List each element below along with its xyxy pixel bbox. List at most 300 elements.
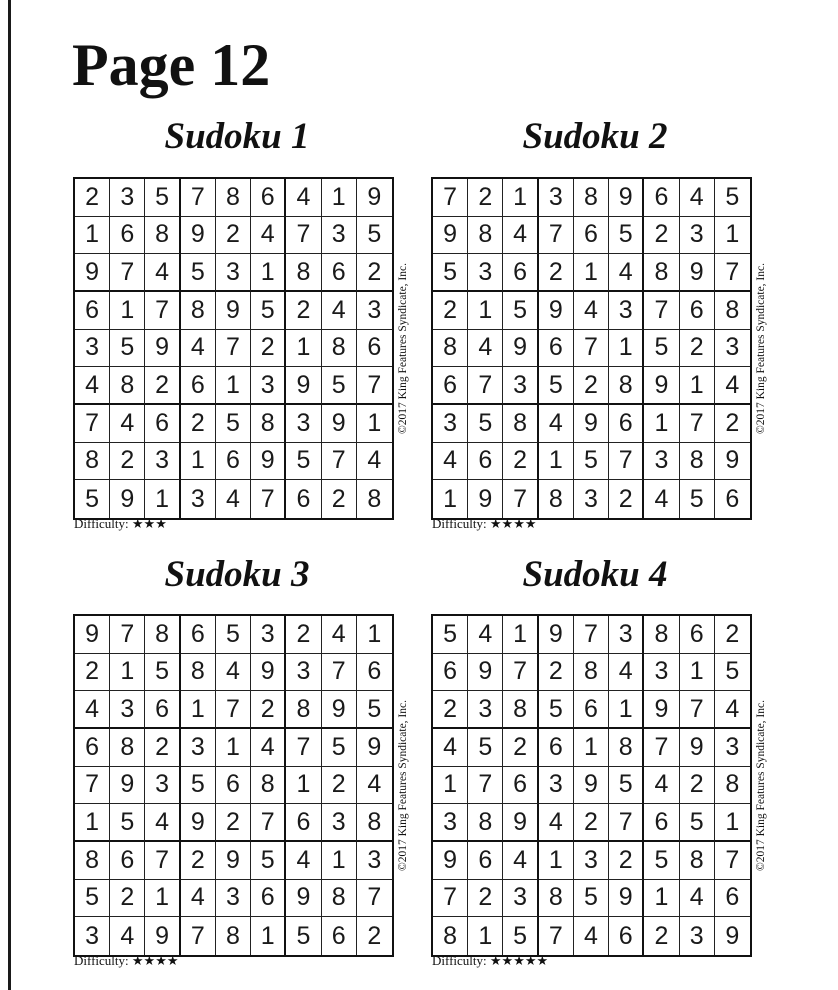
sudoku-cell: 6 bbox=[644, 804, 679, 842]
sudoku-cell: 1 bbox=[357, 405, 392, 443]
sudoku-cell: 3 bbox=[433, 804, 468, 842]
sudoku-cell: 6 bbox=[539, 729, 574, 767]
sudoku-cell: 8 bbox=[680, 842, 715, 880]
sudoku-cell: 8 bbox=[110, 729, 145, 767]
sudoku-cell: 7 bbox=[110, 616, 145, 654]
sudoku-cell: 5 bbox=[539, 691, 574, 729]
sudoku-cell: 9 bbox=[574, 767, 609, 805]
sudoku-4-grid bbox=[431, 614, 752, 957]
sudoku-cell: 3 bbox=[145, 767, 180, 805]
sudoku-cell: 4 bbox=[680, 880, 715, 918]
sudoku-cell: 7 bbox=[75, 767, 110, 805]
sudoku-cell: 5 bbox=[680, 480, 715, 518]
sudoku-cell: 1 bbox=[357, 616, 392, 654]
sudoku-cell: 3 bbox=[216, 880, 251, 918]
sudoku-cell: 9 bbox=[539, 292, 574, 330]
sudoku-cell: 9 bbox=[539, 616, 574, 654]
sudoku-cell: 9 bbox=[468, 480, 503, 518]
sudoku-cell: 8 bbox=[574, 654, 609, 692]
sudoku-cell: 8 bbox=[609, 367, 644, 405]
sudoku-cell: 7 bbox=[251, 480, 286, 518]
sudoku-cell: 3 bbox=[251, 616, 286, 654]
sudoku-cell: 5 bbox=[322, 367, 357, 405]
sudoku-cell: 6 bbox=[181, 616, 216, 654]
sudoku-cell: 3 bbox=[75, 917, 110, 955]
sudoku-cell: 6 bbox=[433, 367, 468, 405]
sudoku-cell: 8 bbox=[433, 330, 468, 368]
sudoku-cell: 7 bbox=[680, 691, 715, 729]
sudoku-3-copyright: ©2017 King Features Syndicate, Inc. bbox=[397, 700, 409, 871]
sudoku-cell: 9 bbox=[503, 330, 538, 368]
sudoku-cell: 2 bbox=[715, 616, 750, 654]
sudoku-cell: 5 bbox=[357, 217, 392, 255]
sudoku-cell: 5 bbox=[433, 254, 468, 292]
sudoku-cell: 6 bbox=[286, 804, 321, 842]
sudoku-cell: 4 bbox=[680, 179, 715, 217]
sudoku-cell: 7 bbox=[715, 254, 750, 292]
sudoku-cell: 5 bbox=[286, 917, 321, 955]
sudoku-cell: 2 bbox=[609, 480, 644, 518]
sudoku-cell: 1 bbox=[680, 367, 715, 405]
sudoku-cell: 4 bbox=[322, 292, 357, 330]
sudoku-cell: 8 bbox=[322, 330, 357, 368]
sudoku-cell: 6 bbox=[357, 330, 392, 368]
sudoku-cell: 5 bbox=[715, 654, 750, 692]
sudoku-cell: 5 bbox=[433, 616, 468, 654]
sudoku-cell: 5 bbox=[574, 443, 609, 481]
sudoku-cell: 8 bbox=[75, 842, 110, 880]
sudoku-cell: 1 bbox=[145, 480, 180, 518]
sudoku-cell: 9 bbox=[110, 767, 145, 805]
sudoku-cell: 1 bbox=[110, 292, 145, 330]
sudoku-cell: 5 bbox=[75, 480, 110, 518]
sudoku-cell: 6 bbox=[216, 443, 251, 481]
difficulty-label: Difficulty: bbox=[74, 953, 129, 968]
sudoku-cell: 3 bbox=[181, 480, 216, 518]
sudoku-cell: 9 bbox=[680, 254, 715, 292]
sudoku-cell: 2 bbox=[357, 254, 392, 292]
sudoku-cell: 7 bbox=[145, 292, 180, 330]
sudoku-cell: 7 bbox=[216, 330, 251, 368]
sudoku-cell: 3 bbox=[181, 729, 216, 767]
sudoku-cell: 1 bbox=[145, 880, 180, 918]
sudoku-cell: 3 bbox=[680, 917, 715, 955]
sudoku-cell: 5 bbox=[539, 367, 574, 405]
sudoku-cell: 7 bbox=[715, 842, 750, 880]
sudoku-cell: 3 bbox=[539, 179, 574, 217]
sudoku-cell: 9 bbox=[357, 729, 392, 767]
sudoku-cell: 1 bbox=[609, 691, 644, 729]
sudoku-cell: 1 bbox=[644, 880, 679, 918]
sudoku-cell: 3 bbox=[357, 842, 392, 880]
sudoku-cell: 8 bbox=[574, 179, 609, 217]
sudoku-cell: 8 bbox=[75, 443, 110, 481]
sudoku-cell: 6 bbox=[468, 842, 503, 880]
sudoku-cell: 2 bbox=[644, 217, 679, 255]
sudoku-cell: 4 bbox=[286, 179, 321, 217]
sudoku-cell: 8 bbox=[145, 616, 180, 654]
sudoku-cell: 3 bbox=[644, 654, 679, 692]
sudoku-cell: 3 bbox=[644, 443, 679, 481]
sudoku-cell: 1 bbox=[251, 254, 286, 292]
sudoku-cell: 6 bbox=[145, 405, 180, 443]
sudoku-cell: 4 bbox=[181, 330, 216, 368]
sudoku-cell: 4 bbox=[433, 729, 468, 767]
sudoku-cell: 2 bbox=[574, 804, 609, 842]
sudoku-3-difficulty bbox=[74, 953, 179, 969]
sudoku-cell: 7 bbox=[503, 654, 538, 692]
sudoku-cell: 5 bbox=[503, 292, 538, 330]
sudoku-cell: 6 bbox=[609, 917, 644, 955]
sudoku-cell: 2 bbox=[75, 179, 110, 217]
sudoku-cell: 9 bbox=[644, 691, 679, 729]
sudoku-cell: 8 bbox=[145, 217, 180, 255]
sudoku-cell: 4 bbox=[644, 480, 679, 518]
sudoku-cell: 5 bbox=[181, 767, 216, 805]
page-title: Page 12 bbox=[72, 32, 271, 98]
sudoku-cell: 8 bbox=[251, 767, 286, 805]
sudoku-cell: 6 bbox=[251, 880, 286, 918]
sudoku-2-title: Sudoku 2 bbox=[522, 116, 668, 157]
sudoku-cell: 3 bbox=[286, 654, 321, 692]
sudoku-cell: 1 bbox=[574, 729, 609, 767]
sudoku-cell: 2 bbox=[75, 654, 110, 692]
sudoku-cell: 1 bbox=[433, 767, 468, 805]
sudoku-cell: 1 bbox=[433, 480, 468, 518]
sudoku-cell: 4 bbox=[644, 767, 679, 805]
sudoku-cell: 1 bbox=[181, 443, 216, 481]
sudoku-cell: 4 bbox=[503, 842, 538, 880]
sudoku-cell: 4 bbox=[715, 367, 750, 405]
sudoku-cell: 4 bbox=[75, 691, 110, 729]
sudoku-cell: 5 bbox=[503, 917, 538, 955]
sudoku-cell: 9 bbox=[644, 367, 679, 405]
sudoku-1-difficulty bbox=[74, 516, 167, 532]
sudoku-cell: 9 bbox=[680, 729, 715, 767]
sudoku-cell: 2 bbox=[286, 292, 321, 330]
difficulty-stars: ★★★ bbox=[131, 516, 167, 531]
sudoku-cell: 5 bbox=[110, 804, 145, 842]
sudoku-cell: 5 bbox=[468, 729, 503, 767]
sudoku-cell: 9 bbox=[286, 880, 321, 918]
sudoku-cell: 6 bbox=[216, 767, 251, 805]
sudoku-4-copyright: ©2017 King Features Syndicate, Inc. bbox=[755, 700, 767, 871]
sudoku-cell: 7 bbox=[181, 917, 216, 955]
sudoku-cell: 3 bbox=[468, 691, 503, 729]
sudoku-cell: 9 bbox=[725, 921, 740, 950]
sudoku-cell: 7 bbox=[357, 880, 392, 918]
sudoku-cell: 9 bbox=[433, 217, 468, 255]
sudoku-cell: 7 bbox=[539, 217, 574, 255]
sudoku-cell: 6 bbox=[145, 691, 180, 729]
sudoku-cell: 5 bbox=[110, 330, 145, 368]
sudoku-cell: 9 bbox=[609, 880, 644, 918]
sudoku-cell: 4 bbox=[609, 254, 644, 292]
sudoku-cell: 7 bbox=[110, 254, 145, 292]
sudoku-cell: 8 bbox=[216, 179, 251, 217]
sudoku-cell: 3 bbox=[75, 330, 110, 368]
sudoku-cell: 1 bbox=[503, 179, 538, 217]
sudoku-cell: 9 bbox=[322, 405, 357, 443]
sudoku-cell: 4 bbox=[357, 767, 392, 805]
sudoku-cell: 9 bbox=[216, 292, 251, 330]
sudoku-cell: 4 bbox=[357, 443, 392, 481]
sudoku-cell: 2 bbox=[680, 330, 715, 368]
sudoku-cell: 6 bbox=[357, 654, 392, 692]
sudoku-cell: 1 bbox=[468, 917, 503, 955]
sudoku-cell: 8 bbox=[609, 729, 644, 767]
sudoku-cell: 1 bbox=[75, 217, 110, 255]
sudoku-cell: 3 bbox=[145, 443, 180, 481]
sudoku-cell: 8 bbox=[322, 880, 357, 918]
sudoku-cell: 9 bbox=[468, 654, 503, 692]
sudoku-cell: 2 bbox=[110, 443, 145, 481]
sudoku-cell: 6 bbox=[110, 217, 145, 255]
sudoku-cell: 4 bbox=[715, 691, 750, 729]
sudoku-cell: 8 bbox=[715, 292, 750, 330]
sudoku-cell: 1 bbox=[503, 616, 538, 654]
sudoku-cell: 7 bbox=[574, 330, 609, 368]
sudoku-2-grid bbox=[431, 177, 752, 520]
sudoku-3-grid bbox=[73, 614, 394, 957]
sudoku-cell: 5 bbox=[286, 443, 321, 481]
sudoku-cell: 5 bbox=[322, 729, 357, 767]
sudoku-cell: 7 bbox=[539, 917, 574, 955]
sudoku-cell: 5 bbox=[75, 880, 110, 918]
sudoku-cell: 7 bbox=[75, 405, 110, 443]
sudoku-cell: 9 bbox=[181, 217, 216, 255]
sudoku-cell: 6 bbox=[609, 405, 644, 443]
sudoku-cell: 1 bbox=[75, 804, 110, 842]
sudoku-cell: 9 bbox=[145, 330, 180, 368]
sudoku-cell: 2 bbox=[216, 217, 251, 255]
sudoku-cell: 6 bbox=[725, 484, 740, 513]
sudoku-cell: 7 bbox=[644, 292, 679, 330]
sudoku-3-title: Sudoku 3 bbox=[164, 554, 310, 595]
difficulty-label: Difficulty: bbox=[432, 516, 487, 531]
sudoku-cell: 3 bbox=[574, 480, 609, 518]
sudoku-cell: 8 bbox=[644, 254, 679, 292]
difficulty-stars: ★★★★★ bbox=[489, 953, 549, 968]
sudoku-cell: 9 bbox=[251, 443, 286, 481]
sudoku-cell: 3 bbox=[110, 691, 145, 729]
sudoku-cell: 1 bbox=[322, 842, 357, 880]
sudoku-cell: 8 bbox=[251, 405, 286, 443]
sudoku-cell: 3 bbox=[251, 367, 286, 405]
sudoku-cell: 8 bbox=[110, 367, 145, 405]
sudoku-cell: 6 bbox=[181, 367, 216, 405]
sudoku-cell: 7 bbox=[680, 405, 715, 443]
sudoku-cell: 4 bbox=[574, 292, 609, 330]
sudoku-cell: 2 bbox=[503, 729, 538, 767]
sudoku-cell: 1 bbox=[715, 217, 750, 255]
sudoku-cell: 4 bbox=[145, 254, 180, 292]
sudoku-cell: 2 bbox=[110, 880, 145, 918]
sudoku-cell: 2 bbox=[286, 616, 321, 654]
sudoku-cell: 6 bbox=[503, 767, 538, 805]
sudoku-cell: 4 bbox=[609, 654, 644, 692]
sudoku-cell: 7 bbox=[468, 367, 503, 405]
sudoku-cell: 8 bbox=[433, 917, 468, 955]
sudoku-cell: 5 bbox=[251, 842, 286, 880]
sudoku-cell: 7 bbox=[433, 880, 468, 918]
difficulty-stars: ★★★★ bbox=[131, 953, 179, 968]
sudoku-cell: 6 bbox=[110, 842, 145, 880]
sudoku-cell: 1 bbox=[286, 767, 321, 805]
sudoku-cell: 6 bbox=[503, 254, 538, 292]
sudoku-cell: 4 bbox=[468, 330, 503, 368]
sudoku-cell: 3 bbox=[216, 254, 251, 292]
sudoku-cell: 8 bbox=[286, 691, 321, 729]
sudoku-cell: 6 bbox=[433, 654, 468, 692]
sudoku-cell: 4 bbox=[251, 217, 286, 255]
sudoku-cell: 3 bbox=[715, 729, 750, 767]
sudoku-cell: 9 bbox=[357, 179, 392, 217]
sudoku-cell: 7 bbox=[574, 616, 609, 654]
sudoku-cell: 4 bbox=[75, 367, 110, 405]
sudoku-cell: 9 bbox=[433, 842, 468, 880]
sudoku-cell: 9 bbox=[181, 804, 216, 842]
sudoku-cell: 4 bbox=[468, 616, 503, 654]
sudoku-cell: 1 bbox=[216, 729, 251, 767]
sudoku-cell: 6 bbox=[75, 292, 110, 330]
sudoku-cell: 2 bbox=[468, 880, 503, 918]
sudoku-cell: 9 bbox=[574, 405, 609, 443]
sudoku-cell: 1 bbox=[110, 654, 145, 692]
sudoku-cell: 9 bbox=[145, 917, 180, 955]
sudoku-cell: 5 bbox=[145, 179, 180, 217]
sudoku-cell: 3 bbox=[433, 405, 468, 443]
sudoku-cell: 2 bbox=[644, 917, 679, 955]
sudoku-cell: 3 bbox=[322, 804, 357, 842]
sudoku-cell: 8 bbox=[181, 654, 216, 692]
sudoku-cell: 8 bbox=[715, 767, 750, 805]
sudoku-cell: 9 bbox=[322, 691, 357, 729]
sudoku-cell: 5 bbox=[715, 179, 750, 217]
sudoku-cell: 6 bbox=[574, 691, 609, 729]
sudoku-cell: 7 bbox=[322, 443, 357, 481]
sudoku-cell: 8 bbox=[503, 405, 538, 443]
sudoku-cell: 7 bbox=[181, 179, 216, 217]
sudoku-cell: 3 bbox=[715, 330, 750, 368]
sudoku-cell: 2 bbox=[539, 654, 574, 692]
sudoku-cell: 2 bbox=[145, 729, 180, 767]
sudoku-cell: 9 bbox=[251, 654, 286, 692]
sudoku-cell: 1 bbox=[680, 654, 715, 692]
sudoku-cell: 1 bbox=[181, 691, 216, 729]
sudoku-cell: 3 bbox=[286, 405, 321, 443]
sudoku-cell: 3 bbox=[539, 767, 574, 805]
sudoku-cell: 2 bbox=[503, 443, 538, 481]
sudoku-cell: 4 bbox=[251, 729, 286, 767]
sudoku-cell: 3 bbox=[357, 292, 392, 330]
sudoku-cell: 9 bbox=[110, 480, 145, 518]
sudoku-cell: 4 bbox=[110, 405, 145, 443]
sudoku-cell: 8 bbox=[286, 254, 321, 292]
sudoku-cell: 7 bbox=[216, 691, 251, 729]
sudoku-cell: 9 bbox=[75, 616, 110, 654]
sudoku-cell: 8 bbox=[468, 804, 503, 842]
sudoku-cell: 8 bbox=[539, 880, 574, 918]
sudoku-cell: 4 bbox=[286, 842, 321, 880]
sudoku-2-difficulty bbox=[432, 516, 537, 532]
sudoku-cell: 9 bbox=[503, 804, 538, 842]
sudoku-cell: 7 bbox=[433, 179, 468, 217]
difficulty-label: Difficulty: bbox=[74, 516, 129, 531]
sudoku-cell: 9 bbox=[609, 179, 644, 217]
sudoku-cell: 1 bbox=[574, 254, 609, 292]
sudoku-cell: 3 bbox=[609, 616, 644, 654]
sudoku-cell: 5 bbox=[680, 804, 715, 842]
sudoku-cell: 6 bbox=[680, 292, 715, 330]
sudoku-cell: 4 bbox=[216, 480, 251, 518]
sudoku-cell: 5 bbox=[251, 292, 286, 330]
sudoku-cell: 8 bbox=[216, 917, 251, 955]
sudoku-cell: 2 bbox=[680, 767, 715, 805]
sudoku-cell: 6 bbox=[322, 917, 357, 955]
sudoku-cell: 6 bbox=[680, 616, 715, 654]
sudoku-cell: 7 bbox=[145, 842, 180, 880]
sudoku-cell: 6 bbox=[715, 880, 750, 918]
sudoku-cell: 8 bbox=[468, 217, 503, 255]
sudoku-4-title: Sudoku 4 bbox=[522, 554, 668, 595]
sudoku-1-grid bbox=[73, 177, 394, 520]
sudoku-cell: 5 bbox=[644, 842, 679, 880]
sudoku-cell: 6 bbox=[286, 480, 321, 518]
sudoku-cell: 2 bbox=[251, 691, 286, 729]
sudoku-cell: 6 bbox=[644, 179, 679, 217]
sudoku-cell: 7 bbox=[609, 443, 644, 481]
sudoku-cell: 5 bbox=[574, 880, 609, 918]
sudoku-cell: 2 bbox=[145, 367, 180, 405]
sudoku-cell: 5 bbox=[644, 330, 679, 368]
sudoku-cell: 2 bbox=[609, 842, 644, 880]
sudoku-cell: 4 bbox=[216, 654, 251, 692]
sudoku-cell: 2 bbox=[216, 804, 251, 842]
sudoku-cell: 4 bbox=[574, 917, 609, 955]
sudoku-cell: 9 bbox=[715, 443, 750, 481]
sudoku-cell: 6 bbox=[539, 330, 574, 368]
sudoku-cell: 7 bbox=[357, 367, 392, 405]
sudoku-cell: 6 bbox=[574, 217, 609, 255]
sudoku-cell: 6 bbox=[75, 729, 110, 767]
sudoku-cell: 8 bbox=[539, 480, 574, 518]
sudoku-cell: 1 bbox=[715, 804, 750, 842]
sudoku-cell: 5 bbox=[609, 767, 644, 805]
sudoku-1-title: Sudoku 1 bbox=[164, 116, 310, 157]
sudoku-cell: 1 bbox=[216, 367, 251, 405]
difficulty-stars: ★★★★ bbox=[489, 516, 537, 531]
sudoku-cell: 1 bbox=[539, 842, 574, 880]
sudoku-cell: 5 bbox=[181, 254, 216, 292]
sudoku-cell: 4 bbox=[110, 917, 145, 955]
sudoku-cell: 5 bbox=[609, 217, 644, 255]
sudoku-cell: 3 bbox=[680, 217, 715, 255]
sudoku-2-copyright: ©2017 King Features Syndicate, Inc. bbox=[755, 263, 767, 434]
sudoku-cell: 1 bbox=[251, 917, 286, 955]
sudoku-cell: 1 bbox=[539, 443, 574, 481]
sudoku-cell: 2 bbox=[433, 691, 468, 729]
sudoku-cell: 2 bbox=[433, 292, 468, 330]
sudoku-cell: 4 bbox=[145, 804, 180, 842]
sudoku-cell: 1 bbox=[286, 330, 321, 368]
sudoku-cell: 9 bbox=[286, 367, 321, 405]
sudoku-4-difficulty bbox=[432, 953, 548, 969]
sudoku-cell: 7 bbox=[286, 729, 321, 767]
sudoku-cell: 6 bbox=[322, 254, 357, 292]
sudoku-cell: 8 bbox=[503, 691, 538, 729]
sudoku-cell: 8 bbox=[680, 443, 715, 481]
